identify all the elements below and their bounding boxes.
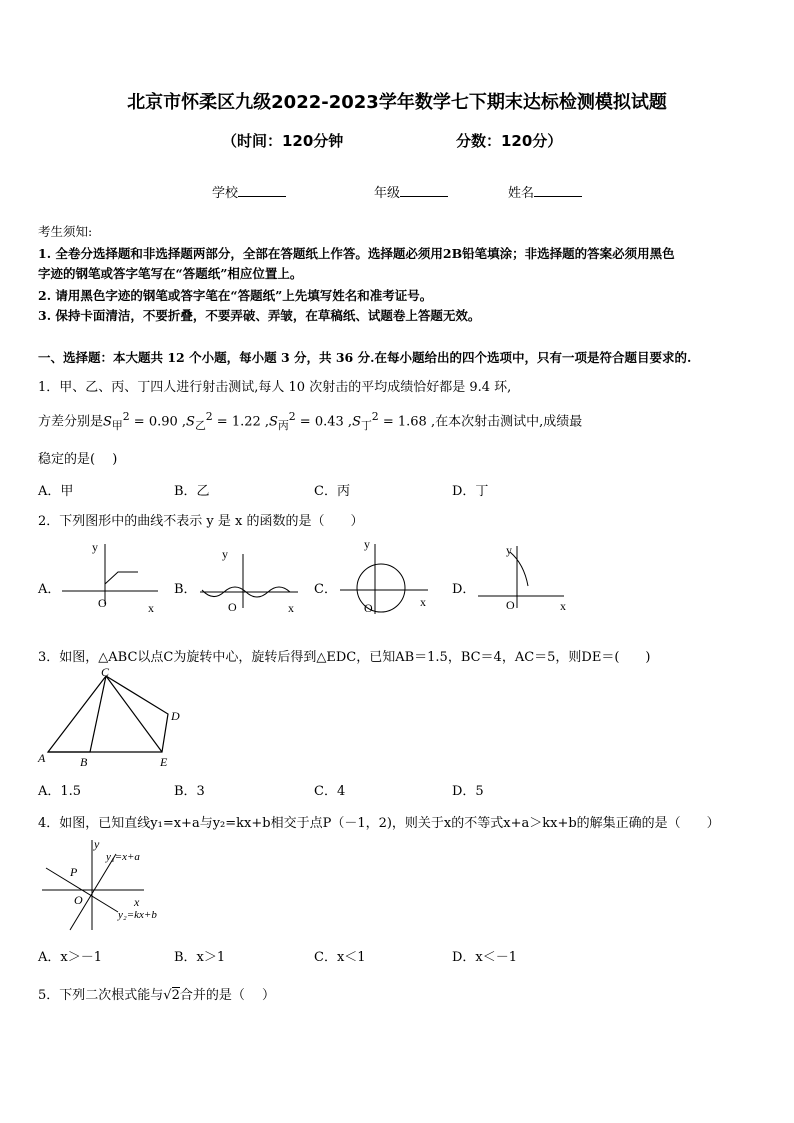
axis-label-y: y bbox=[506, 543, 512, 557]
q4-option-a[interactable]: A．x＞－1 bbox=[38, 950, 102, 965]
q3-option-d[interactable]: D．5 bbox=[452, 784, 484, 799]
variance-jia: 0.90 bbox=[148, 414, 178, 430]
grade-label: 年级 bbox=[374, 186, 401, 201]
q2-stem: 2．下列图形中的曲线不表示 y 是 x 的函数的是（ ） bbox=[38, 514, 364, 529]
q1-line1: 1．甲、乙、丙、丁四人进行射击测试,每人 10 次射击的平均成绩恰好都是 9.4 环, bbox=[38, 380, 512, 395]
axis-label-x: x bbox=[134, 895, 140, 909]
notice-item: 2. 请用黑色字迹的钢笔或答字笔在“答题纸”上先填写姓名和准考证号。 bbox=[38, 288, 433, 303]
notice-item: 1. 全卷分选择题和非选择题两部分，全部在答题纸上作答。选择题必须用2B铅笔填涂；非选择题的答案必须用黑色 bbox=[38, 246, 675, 261]
q4-figure bbox=[36, 834, 186, 934]
line1-label: y₁=x+a bbox=[106, 851, 140, 863]
notice-item: 3. 保持卡面清洁，不要折叠，不要弄破、弄皱，在草稿纸、试题卷上答题无效。 bbox=[38, 308, 481, 323]
q5-prefix: 5．下列二次根式能与 bbox=[38, 988, 164, 1003]
exam-score: 分数：120分） bbox=[456, 132, 563, 150]
origin-label: O bbox=[364, 601, 373, 615]
q2-option-b[interactable]: B． bbox=[174, 582, 197, 597]
q1-option-c[interactable]: C．丙 bbox=[314, 484, 350, 499]
q3-option-b[interactable]: B．3 bbox=[174, 784, 205, 799]
point-c: C bbox=[101, 666, 110, 679]
variance-ding: 1.68 bbox=[397, 414, 427, 430]
q2-graph-b bbox=[196, 540, 306, 620]
q5-stem bbox=[38, 984, 275, 1003]
q2-option-c[interactable]: C． bbox=[314, 582, 337, 597]
axis-label-y: y bbox=[94, 837, 100, 851]
q3-option-a[interactable]: A．1.5 bbox=[38, 784, 82, 799]
q1-line3: 稳定的是( ) bbox=[38, 452, 118, 467]
q3-figure bbox=[36, 666, 196, 772]
point-a: A bbox=[38, 751, 46, 765]
section-heading: 一、选择题：本大题共 12 个小题，每小题 3 分，共 36 分.在每小题给出的四个选项中，只有一项是符合题目要求的. bbox=[38, 350, 692, 365]
q4-option-d[interactable]: D．x＜－1 bbox=[452, 950, 518, 965]
q4-stem: 4．如图，已知直线y₁=x+a与y₂=kx+b相交于点P（－1，2)，则关于x的不等式x+a＞kx+b的解集正确的是（ ） bbox=[38, 816, 720, 831]
axis-label-y: y bbox=[364, 537, 370, 551]
school-label: 学校 bbox=[212, 186, 239, 201]
point-b: B bbox=[80, 755, 88, 769]
point-p: P bbox=[70, 865, 78, 879]
notice-item: 字迹的钢笔或答字笔写在“答题纸”相应位置上。 bbox=[38, 266, 303, 281]
q2-graph-d bbox=[474, 538, 574, 618]
q2-option-a[interactable]: A． bbox=[38, 582, 61, 597]
axis-label-x: x bbox=[560, 599, 566, 613]
q4-option-c[interactable]: C．x＜1 bbox=[314, 950, 366, 965]
axis-label-y: y bbox=[222, 547, 228, 561]
axis-label-x: x bbox=[148, 601, 154, 615]
point-d: D bbox=[171, 709, 180, 723]
axis-label-y: y bbox=[92, 540, 98, 554]
q1-prefix: 方差分别是 bbox=[38, 414, 104, 430]
origin-label: O bbox=[74, 893, 83, 907]
notice-heading: 考生须知: bbox=[38, 224, 93, 239]
q2-graph-a bbox=[58, 536, 168, 616]
name-label: 姓名 bbox=[508, 186, 535, 201]
q2-graph-c bbox=[336, 534, 436, 618]
line2-label: y₂=kx+b bbox=[118, 909, 157, 921]
origin-label: O bbox=[98, 596, 107, 610]
variance-yi: 1.22 bbox=[231, 414, 261, 430]
q2-option-d[interactable]: D． bbox=[452, 582, 476, 597]
q1-option-b[interactable]: B．乙 bbox=[174, 484, 210, 499]
school-field bbox=[212, 182, 286, 201]
grade-field bbox=[374, 182, 448, 201]
axis-label-x: x bbox=[288, 601, 294, 615]
q3-stem: 3．如图，△ABC以点C为旋转中心，旋转后得到△EDC，已知AB＝1.5，BC＝4，AC＝5，则DE＝( ) bbox=[38, 650, 651, 665]
sqrt-icon: √ bbox=[163, 988, 172, 1003]
variance-bing: 0.43 bbox=[314, 414, 344, 430]
q1-line2: 方差分别是$S_甲^2 = 0.90$ $,S_乙^2 = 1.22$ $,S_丙^2 = 0.43$ $,S_丁^2 = 1.68$ ,在本次射击测试中,成绩最 bbox=[38, 410, 583, 432]
q5-suffix: 合并的是（ ） bbox=[179, 988, 275, 1003]
name-field bbox=[508, 182, 582, 201]
origin-label: O bbox=[506, 598, 515, 612]
q3-option-c[interactable]: C．4 bbox=[314, 784, 346, 799]
q4-option-b[interactable]: B．x＞1 bbox=[174, 950, 226, 965]
page-title: 北京市怀柔区九级2022-2023学年数学七下期末达标检测模拟试题 bbox=[127, 92, 667, 113]
q1-option-d[interactable]: D．丁 bbox=[452, 484, 489, 499]
axis-label-x: x bbox=[420, 595, 426, 609]
q1-option-a[interactable]: A．甲 bbox=[38, 484, 74, 499]
origin-label: O bbox=[228, 600, 237, 614]
q5-radicand: 2 bbox=[171, 988, 180, 1003]
point-e: E bbox=[160, 755, 168, 769]
q1-suffix: ,在本次射击测试中,成绩最 bbox=[426, 414, 583, 430]
exam-time: （时间：120分钟 bbox=[222, 132, 344, 150]
